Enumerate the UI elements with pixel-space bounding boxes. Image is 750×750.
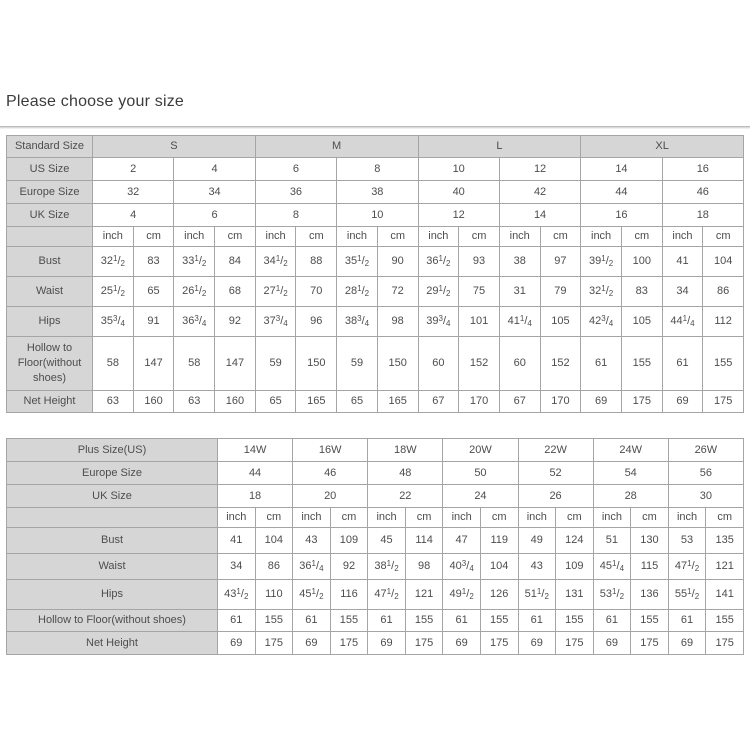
unit-header: cm [215, 227, 256, 247]
unit-header: inch [218, 508, 256, 528]
unit-header: inch [518, 508, 556, 528]
row-label: Hips [7, 307, 93, 337]
measurement-cell: 100 [621, 247, 662, 277]
measurement-cell: 160 [133, 391, 174, 413]
measurement-cell: 65 [255, 391, 296, 413]
size-value-cell: 18W [368, 439, 443, 462]
measurement-cell: 105 [540, 307, 581, 337]
measurement-cell: 43 [293, 528, 331, 554]
measurement-cell: $39^3/_4$ [418, 307, 459, 337]
measurement-cell: 160 [215, 391, 256, 413]
measurement-cell: 60 [418, 337, 459, 391]
measurement-cell: 31 [499, 277, 540, 307]
measurement-cell: 63 [174, 391, 215, 413]
measurement-cell: $35^1/_2$ [337, 247, 378, 277]
measurement-cell: 67 [418, 391, 459, 413]
measurement-cell: 109 [556, 554, 594, 580]
size-value-cell: 46 [662, 181, 743, 204]
measurement-cell: 136 [631, 580, 669, 610]
unit-header: cm [540, 227, 581, 247]
size-value-cell: 46 [293, 462, 368, 485]
measurement-cell: $25^1/_2$ [93, 277, 134, 307]
measurement-cell: 175 [631, 632, 669, 655]
size-value-cell: 38 [337, 181, 418, 204]
size-value-cell: 52 [518, 462, 593, 485]
size-value-cell: 10 [337, 204, 418, 227]
measurement-cell: 131 [556, 580, 594, 610]
measurement-cell: 69 [293, 632, 331, 655]
measurement-cell: $43^1/_2$ [218, 580, 256, 610]
measurement-cell: 61 [581, 337, 622, 391]
measurement-cell: $42^3/_4$ [581, 307, 622, 337]
measurement-cell: 155 [480, 610, 518, 632]
measurement-cell: 58 [174, 337, 215, 391]
unit-header: inch [368, 508, 406, 528]
measurement-cell: 175 [621, 391, 662, 413]
measurement-cell: 155 [706, 610, 744, 632]
corner-label: Standard Size [7, 136, 93, 158]
size-value-cell: 6 [255, 158, 336, 181]
measurement-cell: 150 [296, 337, 337, 391]
unit-header: cm [703, 227, 744, 247]
measurement-cell: 47 [443, 528, 481, 554]
measurement-cell: 155 [330, 610, 368, 632]
measurement-cell: 86 [703, 277, 744, 307]
measurement-cell: 61 [593, 610, 631, 632]
measurement-cell: 155 [556, 610, 594, 632]
measurement-cell: 61 [443, 610, 481, 632]
measurement-cell: 70 [296, 277, 337, 307]
measurement-cell: 61 [293, 610, 331, 632]
size-value-cell: 16 [581, 204, 662, 227]
measurement-cell: 34 [218, 554, 256, 580]
plus-size-table [6, 438, 744, 655]
measurement-cell: 69 [581, 391, 622, 413]
measurement-cell: 69 [662, 391, 703, 413]
measurement-cell: 83 [133, 247, 174, 277]
measurement-cell: 41 [218, 528, 256, 554]
measurement-cell: 130 [631, 528, 669, 554]
row-label: Hollow to Floor(without shoes) [7, 610, 218, 632]
measurement-cell: 116 [330, 580, 368, 610]
page-title: Please choose your size [6, 93, 185, 110]
measurement-cell: 75 [459, 277, 500, 307]
size-value-cell: 12 [499, 158, 580, 181]
unit-header: inch [293, 508, 331, 528]
measurement-cell: 72 [377, 277, 418, 307]
unit-header: inch [581, 227, 622, 247]
size-value-cell: 12 [418, 204, 499, 227]
measurement-cell: 141 [706, 580, 744, 610]
row-label: Net Height [7, 632, 218, 655]
measurement-cell: 115 [631, 554, 669, 580]
row-label: Hollow to Floor(without shoes) [7, 337, 93, 391]
row-label: Europe Size [7, 181, 93, 204]
size-value-cell: 4 [93, 204, 174, 227]
size-value-cell: 36 [255, 181, 336, 204]
size-value-cell: 18 [218, 485, 293, 508]
measurement-cell: $51^1/_2$ [518, 580, 556, 610]
measurement-cell: $37^3/_4$ [255, 307, 296, 337]
unit-header: cm [621, 227, 662, 247]
measurement-cell: 112 [703, 307, 744, 337]
measurement-cell: 152 [540, 337, 581, 391]
size-value-cell: 14W [218, 439, 293, 462]
size-value-cell: 44 [581, 181, 662, 204]
size-value-cell: 16W [293, 439, 368, 462]
size-value-cell: 22W [518, 439, 593, 462]
measurement-cell: 45 [368, 528, 406, 554]
size-value-cell: 14 [581, 158, 662, 181]
measurement-cell: $36^1/_2$ [418, 247, 459, 277]
measurement-cell: $53^1/_2$ [593, 580, 631, 610]
measurement-cell: 86 [255, 554, 293, 580]
size-value-cell: 14 [499, 204, 580, 227]
measurement-cell: 69 [218, 632, 256, 655]
unit-header: inch [93, 227, 134, 247]
measurement-cell: 69 [668, 632, 706, 655]
measurement-cell: 147 [133, 337, 174, 391]
measurement-cell: 79 [540, 277, 581, 307]
measurement-cell: 135 [706, 528, 744, 554]
unit-header: cm [296, 227, 337, 247]
row-label: Hips [7, 580, 218, 610]
measurement-cell: 67 [499, 391, 540, 413]
row-label: Bust [7, 247, 93, 277]
standard-size-table [6, 135, 744, 413]
measurement-cell: 104 [703, 247, 744, 277]
size-value-cell: 50 [443, 462, 518, 485]
size-value-cell: 8 [337, 158, 418, 181]
measurement-cell: 155 [405, 610, 443, 632]
measurement-cell: 61 [668, 610, 706, 632]
size-value-cell: 34 [174, 181, 255, 204]
measurement-cell: 105 [621, 307, 662, 337]
unit-header: cm [480, 508, 518, 528]
measurement-cell: 90 [377, 247, 418, 277]
measurement-cell: 61 [218, 610, 256, 632]
unit-header: cm [631, 508, 669, 528]
size-value-cell: 8 [255, 204, 336, 227]
size-value-cell: 40 [418, 181, 499, 204]
measurement-cell: 175 [556, 632, 594, 655]
measurement-cell: 61 [662, 337, 703, 391]
unit-row-label [7, 508, 218, 528]
size-value-cell: 22 [368, 485, 443, 508]
measurement-cell: 150 [377, 337, 418, 391]
measurement-cell: 121 [706, 554, 744, 580]
measurement-cell: $44^1/_4$ [662, 307, 703, 337]
measurement-cell: 155 [621, 337, 662, 391]
size-group-header: XL [581, 136, 744, 158]
size-value-cell: 10 [418, 158, 499, 181]
measurement-cell: 175 [703, 391, 744, 413]
size-value-cell: 24 [443, 485, 518, 508]
measurement-cell: 38 [499, 247, 540, 277]
measurement-cell: $32^1/_2$ [581, 277, 622, 307]
measurement-cell: $38^3/_4$ [337, 307, 378, 337]
measurement-cell: 110 [255, 580, 293, 610]
unit-header: inch [593, 508, 631, 528]
measurement-cell: 124 [556, 528, 594, 554]
measurement-cell: 91 [133, 307, 174, 337]
measurement-cell: $55^1/_2$ [668, 580, 706, 610]
size-group-header: L [418, 136, 581, 158]
measurement-cell: 65 [337, 391, 378, 413]
unit-header: inch [443, 508, 481, 528]
row-label: Europe Size [7, 462, 218, 485]
size-group-header: S [93, 136, 256, 158]
measurement-cell: 51 [593, 528, 631, 554]
measurement-cell: 92 [330, 554, 368, 580]
title-divider [0, 126, 750, 129]
measurement-cell: 175 [480, 632, 518, 655]
measurement-cell: 170 [459, 391, 500, 413]
unit-header: inch [255, 227, 296, 247]
measurement-cell: $34^1/_2$ [255, 247, 296, 277]
row-label: Bust [7, 528, 218, 554]
size-value-cell: 20 [293, 485, 368, 508]
size-value-cell: 44 [218, 462, 293, 485]
measurement-cell: 147 [215, 337, 256, 391]
measurement-cell: 175 [706, 632, 744, 655]
measurement-cell: 121 [405, 580, 443, 610]
measurement-cell: $26^1/_2$ [174, 277, 215, 307]
measurement-cell: $41^1/_4$ [499, 307, 540, 337]
size-value-cell: 54 [593, 462, 668, 485]
measurement-cell: 155 [255, 610, 293, 632]
measurement-cell: 58 [93, 337, 134, 391]
measurement-cell: 126 [480, 580, 518, 610]
unit-header: inch [499, 227, 540, 247]
measurement-cell: $45^1/_4$ [593, 554, 631, 580]
measurement-cell: 69 [443, 632, 481, 655]
unit-header: cm [405, 508, 443, 528]
row-label: UK Size [7, 204, 93, 227]
measurement-cell: 61 [368, 610, 406, 632]
measurement-cell: 104 [480, 554, 518, 580]
measurement-cell: $36^1/_4$ [293, 554, 331, 580]
measurement-cell: 65 [133, 277, 174, 307]
measurement-cell: $36^3/_4$ [174, 307, 215, 337]
size-value-cell: 24W [593, 439, 668, 462]
measurement-cell: $45^1/_2$ [293, 580, 331, 610]
measurement-cell: 59 [337, 337, 378, 391]
size-value-cell: 16 [662, 158, 743, 181]
measurement-cell: 98 [377, 307, 418, 337]
measurement-cell: 60 [499, 337, 540, 391]
measurement-cell: 175 [255, 632, 293, 655]
measurement-cell: $47^1/_2$ [368, 580, 406, 610]
size-value-cell: 48 [368, 462, 443, 485]
unit-header: inch [418, 227, 459, 247]
measurement-cell: 69 [368, 632, 406, 655]
measurement-cell: 84 [215, 247, 256, 277]
measurement-cell: 152 [459, 337, 500, 391]
measurement-cell: 119 [480, 528, 518, 554]
measurement-cell: 69 [593, 632, 631, 655]
size-value-cell: 6 [174, 204, 255, 227]
size-value-cell: 32 [93, 181, 174, 204]
unit-header: cm [459, 227, 500, 247]
measurement-cell: 41 [662, 247, 703, 277]
measurement-cell: $27^1/_2$ [255, 277, 296, 307]
unit-header: cm [330, 508, 368, 528]
unit-row-label [7, 227, 93, 247]
measurement-cell: 170 [540, 391, 581, 413]
unit-header: inch [662, 227, 703, 247]
unit-header: inch [337, 227, 378, 247]
measurement-cell: 175 [405, 632, 443, 655]
measurement-cell: 88 [296, 247, 337, 277]
measurement-cell: $39^1/_2$ [581, 247, 622, 277]
size-value-cell: 56 [668, 462, 743, 485]
measurement-cell: $38^1/_2$ [368, 554, 406, 580]
unit-header: cm [556, 508, 594, 528]
measurement-cell: 165 [296, 391, 337, 413]
size-value-cell: 26W [668, 439, 743, 462]
size-value-cell: 42 [499, 181, 580, 204]
measurement-cell: 83 [621, 277, 662, 307]
measurement-cell: 175 [330, 632, 368, 655]
measurement-cell: $49^1/_2$ [443, 580, 481, 610]
measurement-cell: $35^3/_4$ [93, 307, 134, 337]
row-label: Net Height [7, 391, 93, 413]
measurement-cell: 53 [668, 528, 706, 554]
size-value-cell: 18 [662, 204, 743, 227]
size-value-cell: 4 [174, 158, 255, 181]
size-group-header: M [255, 136, 418, 158]
size-value-cell: 28 [593, 485, 668, 508]
unit-header: cm [706, 508, 744, 528]
size-value-cell: 20W [443, 439, 518, 462]
measurement-cell: 165 [377, 391, 418, 413]
measurement-cell: 104 [255, 528, 293, 554]
unit-header: inch [174, 227, 215, 247]
unit-header: cm [377, 227, 418, 247]
row-label: US Size [7, 158, 93, 181]
row-label: Waist [7, 554, 218, 580]
measurement-cell: 92 [215, 307, 256, 337]
measurement-cell: $33^1/_2$ [174, 247, 215, 277]
measurement-cell: 49 [518, 528, 556, 554]
measurement-cell: 93 [459, 247, 500, 277]
size-value-cell: 30 [668, 485, 743, 508]
unit-header: cm [255, 508, 293, 528]
measurement-cell: 155 [703, 337, 744, 391]
measurement-cell: 155 [631, 610, 669, 632]
measurement-cell: 63 [93, 391, 134, 413]
measurement-cell: $40^3/_4$ [443, 554, 481, 580]
measurement-cell: 69 [518, 632, 556, 655]
row-label: UK Size [7, 485, 218, 508]
unit-header: inch [668, 508, 706, 528]
measurement-cell: $29^1/_2$ [418, 277, 459, 307]
unit-header: cm [133, 227, 174, 247]
measurement-cell: $28^1/_2$ [337, 277, 378, 307]
measurement-cell: 101 [459, 307, 500, 337]
measurement-cell: 68 [215, 277, 256, 307]
measurement-cell: 43 [518, 554, 556, 580]
measurement-cell: 61 [518, 610, 556, 632]
size-value-cell: 26 [518, 485, 593, 508]
row-label: Plus Size(US) [7, 439, 218, 462]
size-value-cell: 2 [93, 158, 174, 181]
measurement-cell: $47^1/_2$ [668, 554, 706, 580]
measurement-cell: 34 [662, 277, 703, 307]
measurement-cell: $32^1/_2$ [93, 247, 134, 277]
measurement-cell: 109 [330, 528, 368, 554]
row-label: Waist [7, 277, 93, 307]
measurement-cell: 98 [405, 554, 443, 580]
measurement-cell: 59 [255, 337, 296, 391]
measurement-cell: 114 [405, 528, 443, 554]
measurement-cell: 97 [540, 247, 581, 277]
measurement-cell: 96 [296, 307, 337, 337]
